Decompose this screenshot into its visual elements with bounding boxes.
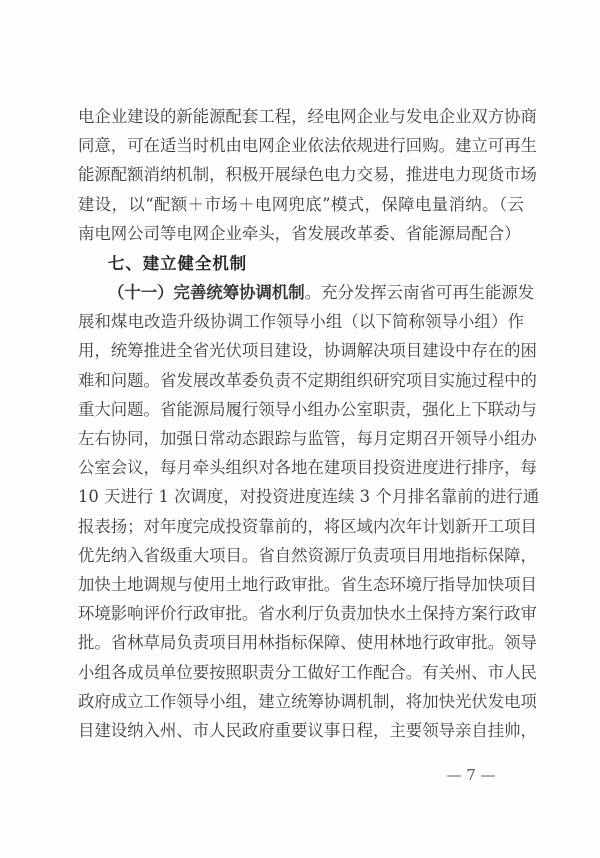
paragraph-line: 政府成立工作领导小组，建立统筹协调机制，将加快光伏发电项: [78, 692, 537, 711]
section-heading: 七、建立健全机制: [108, 254, 248, 273]
paragraph-line: 电企业建设的新能源配套工程，经电网企业与发电企业双方协商: [78, 107, 537, 126]
paragraph-line: 环境影响评价行政审批。省水利厅负责加快水土保持方案行政审: [78, 604, 537, 623]
paragraph-line: 用，统筹推进全省光伏项目建设，协调解决项目建设中存在的困: [78, 341, 537, 360]
paragraph-line: 批。省林草局负责项目用林指标保障、使用林地行政审批。领导: [78, 633, 537, 652]
paragraph-line: 优先纳入省级重大项目。省自然资源厅负责项目用地指标保障，: [78, 546, 537, 565]
paragraph-line: 南电网公司等电网企业牵头，省发展改革委、省能源局配合）: [78, 224, 521, 243]
paragraph-line: 小组各成员单位要按照职责分工做好工作配合。有关州、市人民: [78, 663, 537, 682]
paragraph-line: 10 天进行 1 次调度，对投资进度连续 3 个月排名靠前的进行通: [78, 487, 540, 506]
paragraph-line: 难和问题。省发展改革委负责不定期组织研究项目实施过程中的: [78, 371, 537, 390]
paragraph-line: 加快土地调规与使用土地行政审批。省生态环境厅指导加快项目: [78, 575, 537, 594]
paragraph-line: 报表扬；对年度完成投资靠前的，将区域内次年计划新开工项目: [78, 517, 537, 536]
page-number: — 7 —: [446, 766, 496, 784]
paragraph-line: 公室会议，每月牵头组织对各地在建项目投资进度进行排序，每: [78, 458, 537, 477]
subsection-title: （十一）完善统筹协调机制: [108, 283, 305, 302]
paragraph-line: 左右协同，加强日常动态跟踪与监管，每月定期召开领导小组办: [78, 429, 537, 448]
paragraph-line: 展和煤电改造升级协调工作领导小组（以下简称领导小组）作: [78, 312, 524, 331]
paragraph-line: 同意，可在适当时机由电网企业依法依规进行回购。建立可再生: [78, 136, 537, 155]
subsection-first-line-text: 。充分发挥云南省可再生能源发: [304, 283, 535, 302]
paragraph-line: 能源配额消纳机制，积极开展绿色电力交易，推进电力现货市场: [78, 165, 537, 184]
paragraph-line: 建设，以“配额＋市场＋电网兜底”模式，保障电量消纳。（云: [78, 195, 524, 214]
paragraph-line: 重大问题。省能源局履行领导小组办公室职责，强化上下联动与: [78, 400, 537, 419]
paragraph-line: 目建设纳入州、市人民政府重要议事日程，主要领导亲自挂帅，: [78, 721, 537, 740]
subsection-first-line: [108, 282, 535, 304]
